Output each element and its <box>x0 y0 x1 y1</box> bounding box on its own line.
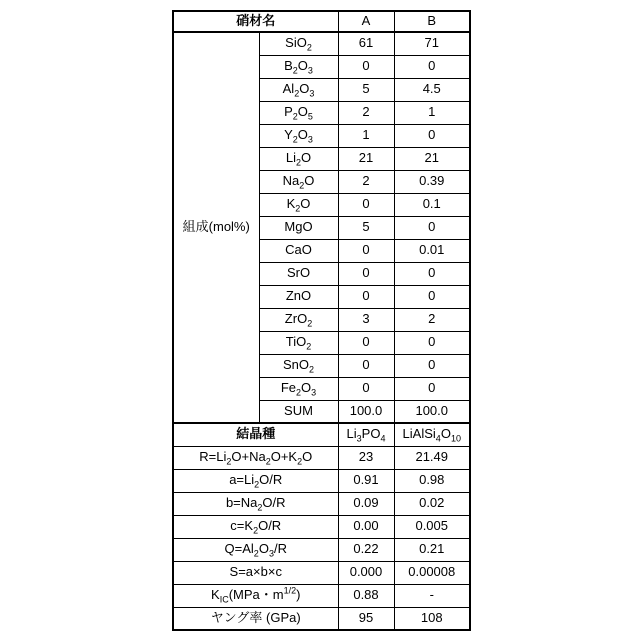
value-a: $Li_3PO_4$ <box>338 423 394 446</box>
value-a: 0 <box>338 239 394 262</box>
component-name: SnO$_2$ <box>259 354 338 377</box>
value-b: 0.1 <box>394 193 470 216</box>
value-a: 0.000 <box>338 561 394 584</box>
property-label: $c=K_2O/R$ <box>173 515 338 538</box>
property-row <box>173 515 470 538</box>
property-row <box>173 607 470 630</box>
value-b: 108 <box>394 607 470 630</box>
value-b: 100.0 <box>394 400 470 423</box>
value-a: 0.22 <box>338 538 394 561</box>
value-a: 21 <box>338 147 394 170</box>
value-a: 61 <box>338 32 394 55</box>
value-a: 0 <box>338 193 394 216</box>
value-a: 2 <box>338 101 394 124</box>
value-b: 0 <box>394 285 470 308</box>
component-name: ZnO <box>259 285 338 308</box>
value-b: 4.5 <box>394 78 470 101</box>
value-a: 0.88 <box>338 584 394 607</box>
property-label: ヤング率 (GPa) <box>173 607 338 630</box>
value-b: 0.98 <box>394 469 470 492</box>
value-a: 0 <box>338 354 394 377</box>
value-b: 0 <box>394 331 470 354</box>
property-row <box>173 538 470 561</box>
property-row <box>173 446 470 469</box>
property-label: $R=Li_2O+Na_2O+K_2O$ <box>173 446 338 469</box>
value-b: 1 <box>394 101 470 124</box>
value-a: 0 <box>338 55 394 78</box>
property-row <box>173 561 470 584</box>
property-label: $K_{IC}(MPa$・$m^{1/2}$) <box>173 584 338 607</box>
glass-composition-table <box>172 10 471 631</box>
component-name: $Y_2O_3$ <box>259 124 338 147</box>
component-name: MgO <box>259 216 338 239</box>
component-name: $B_2O_3$ <box>259 55 338 78</box>
value-b: 71 <box>394 32 470 55</box>
component-name: $Fe_2O_3$ <box>259 377 338 400</box>
value-b: 0.01 <box>394 239 470 262</box>
value-a: 0 <box>338 285 394 308</box>
component-name: ZrO$_2$ <box>259 308 338 331</box>
component-name: $Li_2O$ <box>259 147 338 170</box>
component-name: $Na_2O$ <box>259 170 338 193</box>
value-a: 0 <box>338 262 394 285</box>
composition-section <box>173 32 470 423</box>
component-name: SUM <box>259 400 338 423</box>
properties-section <box>173 423 470 630</box>
component-name: $K_2O$ <box>259 193 338 216</box>
component-name: SiO$_2$ <box>259 32 338 55</box>
value-a: 0.00 <box>338 515 394 538</box>
value-a: 100.0 <box>338 400 394 423</box>
value-b: 0.39 <box>394 170 470 193</box>
header-row <box>173 11 470 32</box>
material-name-header: 硝材名 <box>173 11 338 32</box>
value-b: 0.02 <box>394 492 470 515</box>
component-name: TiO$_2$ <box>259 331 338 354</box>
value-b: 0 <box>394 354 470 377</box>
component-name: $Al_2O_3$ <box>259 78 338 101</box>
value-b: 2 <box>394 308 470 331</box>
value-a: 5 <box>338 78 394 101</box>
value-b: 0 <box>394 377 470 400</box>
property-label: 結晶種 <box>173 423 338 446</box>
property-row <box>173 423 470 446</box>
property-row <box>173 469 470 492</box>
value-a: 23 <box>338 446 394 469</box>
value-b: 0 <box>394 262 470 285</box>
property-row <box>173 584 470 607</box>
value-b: - <box>394 584 470 607</box>
value-b: 21.49 <box>394 446 470 469</box>
component-name: SrO <box>259 262 338 285</box>
value-b: 21 <box>394 147 470 170</box>
value-b: 0.005 <box>394 515 470 538</box>
value-a: 0 <box>338 331 394 354</box>
component-name: $P_2O_5$ <box>259 101 338 124</box>
value-a: 3 <box>338 308 394 331</box>
property-label: $a=Li_2O/R$ <box>173 469 338 492</box>
value-b: 0 <box>394 124 470 147</box>
table-header <box>173 11 470 32</box>
property-label: $Q=Al_2O_3/R$ <box>173 538 338 561</box>
value-a: 95 <box>338 607 394 630</box>
value-a: 5 <box>338 216 394 239</box>
property-row <box>173 492 470 515</box>
value-a: 1 <box>338 124 394 147</box>
property-label: $b=Na_2O/R$ <box>173 492 338 515</box>
value-b: 0.21 <box>394 538 470 561</box>
composition-group-label: 組成(mol%) <box>173 32 259 423</box>
value-a: 2 <box>338 170 394 193</box>
value-b: 0 <box>394 55 470 78</box>
column-header-b: B <box>394 11 470 32</box>
value-b: $LiAlSi_4O_{10}$ <box>394 423 470 446</box>
column-header-a: A <box>338 11 394 32</box>
value-a: 0.91 <box>338 469 394 492</box>
component-name: CaO <box>259 239 338 262</box>
value-a: 0 <box>338 377 394 400</box>
value-a: 0.09 <box>338 492 394 515</box>
value-b: 0 <box>394 216 470 239</box>
value-b: 0.00008 <box>394 561 470 584</box>
composition-row <box>173 32 470 55</box>
property-label: S=a×b×c <box>173 561 338 584</box>
